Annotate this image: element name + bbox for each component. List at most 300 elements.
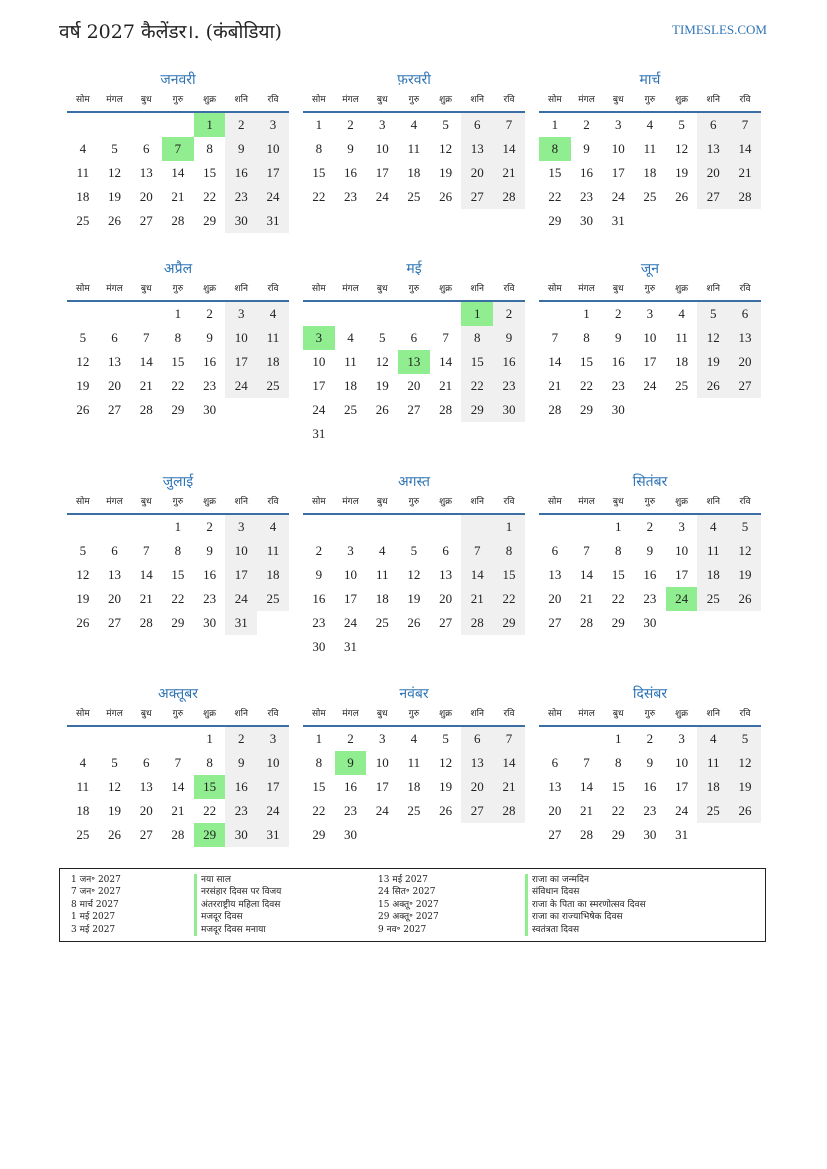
day-cell: 30	[312, 639, 326, 654]
week-row	[303, 302, 525, 326]
month-days	[539, 302, 761, 422]
month-calendar	[303, 684, 525, 847]
day-cell: 24	[675, 803, 689, 818]
day-cell: 2	[646, 731, 654, 746]
weekday-label: रवि	[739, 709, 751, 719]
weekday-label: शनि	[706, 497, 720, 507]
day-cell: 30	[493, 398, 525, 422]
empty-day-cell	[303, 302, 335, 326]
day-cell: 8	[206, 755, 213, 770]
weekday-label: रवि	[267, 95, 279, 105]
weekday-label: सोम	[311, 284, 326, 294]
weekday-label: बुध	[376, 284, 388, 294]
day-cell: 1	[315, 731, 323, 746]
day-cell: 20	[548, 591, 562, 606]
day-cell: 13	[398, 350, 430, 374]
month-name: अक्तूबर	[158, 686, 198, 702]
day-cell: 10	[225, 326, 257, 350]
day-cell: 5	[729, 515, 761, 539]
day-cell: 16	[344, 779, 358, 794]
day-cell: 27	[548, 615, 562, 630]
day-cell: 11	[76, 779, 90, 794]
weekday-label: शुक्र	[203, 95, 217, 105]
empty-day-cell	[257, 398, 289, 422]
empty-day-cell	[398, 823, 430, 847]
day-cell: 26	[76, 402, 90, 417]
weekday-label: शनि	[706, 709, 720, 719]
day-cell: 25	[697, 587, 729, 611]
day-cell: 28	[439, 402, 453, 417]
day-cell: 15	[171, 354, 185, 369]
empty-day-cell	[634, 209, 666, 233]
weekday-label: रवि	[503, 95, 515, 105]
day-cell: 13	[139, 165, 153, 180]
empty-day-cell	[303, 515, 335, 539]
empty-day-cell	[493, 422, 525, 446]
day-cell: 25	[257, 374, 289, 398]
empty-day-cell	[729, 398, 761, 422]
weekday-label: शुक्र	[675, 284, 689, 294]
day-cell: 15	[611, 567, 625, 582]
day-cell: 14	[439, 354, 453, 369]
day-cell: 30	[203, 615, 217, 630]
day-cell: 20	[407, 378, 421, 393]
empty-day-cell	[67, 302, 99, 326]
weekday-label: शनि	[706, 95, 720, 105]
day-cell: 28	[171, 213, 185, 228]
weekday-label: रवि	[739, 95, 751, 105]
day-cell: 15	[194, 775, 226, 799]
day-cell: 16	[203, 567, 217, 582]
day-cell: 18	[643, 165, 657, 180]
day-cell: 22	[203, 803, 217, 818]
day-cell: 23	[344, 189, 358, 204]
day-cell: 4	[678, 306, 685, 321]
month-name: सितंबर	[632, 474, 668, 490]
holiday-date: 7 जन॰ 2027	[71, 887, 121, 898]
week-row	[303, 374, 525, 398]
day-cell: 16	[203, 354, 217, 369]
month-calendar	[539, 70, 761, 233]
day-cell: 9	[347, 141, 354, 156]
weekday-label: सोम	[311, 709, 326, 719]
day-cell: 9	[614, 330, 622, 345]
weekday-label: बुध	[612, 284, 624, 294]
day-cell: 3	[257, 727, 289, 751]
weekday-label: गुरु	[644, 95, 656, 105]
weekday-label: बुध	[140, 709, 152, 719]
day-cell: 29	[493, 611, 525, 635]
day-cell: 4	[697, 727, 729, 751]
weekday-label: रवि	[267, 709, 279, 719]
day-cell: 26	[675, 189, 689, 204]
weekday-label: शनि	[470, 284, 484, 294]
day-cell: 26	[439, 189, 453, 204]
day-cell: 24	[257, 185, 289, 209]
empty-day-cell	[539, 727, 571, 751]
holiday-name: मजदूर दिवस मनाया	[194, 924, 281, 936]
week-row	[67, 823, 289, 847]
day-cell: 27	[407, 402, 421, 417]
empty-day-cell	[99, 515, 131, 539]
day-cell: 31	[257, 823, 289, 847]
empty-day-cell	[67, 515, 99, 539]
day-cell: 23	[580, 189, 594, 204]
weekday-label: मंगल	[342, 284, 359, 294]
day-cell: 1	[194, 113, 226, 137]
day-cell: 16	[611, 354, 625, 369]
day-cell: 26	[375, 402, 389, 417]
day-cell: 5	[111, 755, 118, 770]
weekday-header	[303, 492, 525, 515]
holiday-name: राजा का जन्मदिन	[525, 874, 646, 886]
day-cell: 30	[611, 402, 625, 417]
day-cell: 27	[139, 213, 153, 228]
week-row	[67, 563, 289, 587]
month-days	[67, 113, 289, 233]
week-row	[303, 775, 525, 799]
day-cell: 30	[580, 213, 594, 228]
weekday-label: शनि	[470, 95, 484, 105]
day-cell: 29	[194, 823, 226, 847]
day-cell: 9	[206, 330, 213, 345]
day-cell: 24	[225, 374, 257, 398]
month-days	[67, 727, 289, 847]
week-row	[303, 587, 525, 611]
day-cell: 19	[729, 563, 761, 587]
day-cell: 3	[378, 117, 386, 132]
weekday-header	[303, 704, 525, 727]
day-cell: 17	[257, 775, 289, 799]
day-cell: 24	[312, 402, 326, 417]
empty-day-cell	[666, 209, 698, 233]
empty-day-cell	[493, 635, 525, 659]
day-cell: 13	[548, 779, 562, 794]
day-cell: 20	[139, 803, 153, 818]
day-cell: 23	[643, 803, 657, 818]
day-cell: 2	[315, 543, 323, 558]
day-cell: 22	[171, 591, 185, 606]
day-cell: 21	[439, 378, 453, 393]
week-row	[539, 113, 761, 137]
day-cell: 1	[493, 515, 525, 539]
weekday-label: गुरु	[172, 95, 184, 105]
day-cell: 6	[142, 755, 150, 770]
day-cell: 4	[257, 302, 289, 326]
day-cell: 21	[461, 587, 493, 611]
day-cell: 15	[461, 350, 493, 374]
weekday-label: मंगल	[106, 709, 123, 719]
weekday-label: मंगल	[342, 95, 359, 105]
day-cell: 29	[203, 213, 217, 228]
week-row	[303, 823, 525, 847]
empty-day-cell	[67, 727, 99, 751]
weekday-label: गुरु	[172, 709, 184, 719]
day-cell: 8	[174, 543, 182, 558]
day-cell: 31	[312, 426, 326, 441]
day-cell: 11	[257, 539, 289, 563]
day-cell: 23	[203, 378, 217, 393]
day-cell: 31	[344, 639, 358, 654]
month-name: जुलाई	[162, 474, 194, 490]
week-row	[539, 302, 761, 326]
day-cell: 20	[729, 350, 761, 374]
day-cell: 6	[697, 113, 729, 137]
empty-day-cell	[697, 823, 729, 847]
day-cell: 15	[548, 165, 562, 180]
day-cell: 6	[461, 727, 493, 751]
day-cell: 26	[729, 799, 761, 823]
weekday-label: सोम	[311, 497, 326, 507]
week-row	[67, 775, 289, 799]
month-name: मार्च	[639, 72, 661, 88]
day-cell: 4	[347, 330, 354, 345]
empty-day-cell	[729, 823, 761, 847]
week-row	[539, 350, 761, 374]
day-cell: 26	[108, 213, 122, 228]
day-cell: 26	[439, 803, 453, 818]
holiday-names-right	[525, 874, 646, 936]
day-cell: 22	[312, 189, 326, 204]
day-cell: 28	[493, 185, 525, 209]
day-cell: 3	[257, 113, 289, 137]
day-cell: 29	[611, 827, 625, 842]
day-cell: 8	[493, 539, 525, 563]
empty-day-cell	[461, 823, 493, 847]
month-days	[303, 515, 525, 659]
weekday-label: सोम	[311, 95, 326, 105]
day-cell: 27	[139, 827, 153, 842]
weekday-label: शनि	[234, 95, 248, 105]
weekday-label: बुध	[612, 497, 624, 507]
week-row	[67, 611, 289, 635]
day-cell: 18	[76, 803, 90, 818]
day-cell: 23	[493, 374, 525, 398]
day-cell: 18	[257, 563, 289, 587]
day-cell: 14	[171, 779, 185, 794]
day-cell: 29	[580, 402, 594, 417]
week-row	[539, 515, 761, 539]
weekday-label: शुक्र	[675, 95, 689, 105]
day-cell: 17	[344, 591, 358, 606]
day-cell: 5	[729, 727, 761, 751]
empty-day-cell	[366, 515, 398, 539]
weekday-label: शुक्र	[439, 284, 453, 294]
day-cell: 14	[461, 563, 493, 587]
weekday-label: मंगल	[342, 709, 359, 719]
day-cell: 22	[461, 374, 493, 398]
day-cell: 8	[461, 326, 493, 350]
day-cell: 9	[315, 567, 323, 582]
day-cell: 10	[257, 137, 289, 161]
week-row	[539, 137, 761, 161]
holiday-name: मजदूर दिवस	[194, 911, 281, 923]
day-cell: 5	[678, 117, 685, 132]
day-cell: 18	[697, 563, 729, 587]
day-cell: 10	[257, 751, 289, 775]
day-cell: 25	[344, 402, 358, 417]
day-cell: 20	[697, 161, 729, 185]
week-row	[67, 209, 289, 233]
day-cell: 1	[206, 731, 213, 746]
month-name: दिसंबर	[632, 686, 668, 702]
day-cell: 6	[410, 330, 418, 345]
day-cell: 9	[225, 751, 257, 775]
day-cell: 30	[225, 823, 257, 847]
weekday-label: बुध	[612, 95, 624, 105]
empty-day-cell	[130, 302, 162, 326]
day-cell: 4	[378, 543, 386, 558]
empty-day-cell	[461, 422, 493, 446]
day-cell: 16	[493, 350, 525, 374]
day-cell: 26	[76, 615, 90, 630]
day-cell: 16	[643, 779, 657, 794]
day-cell: 23	[312, 615, 326, 630]
day-cell: 19	[729, 775, 761, 799]
day-cell: 17	[643, 354, 657, 369]
holiday-name: राजा का राज्याभिषेक दिवस	[525, 911, 646, 923]
day-cell: 11	[697, 751, 729, 775]
day-cell: 5	[697, 302, 729, 326]
weekday-label: शुक्र	[439, 95, 453, 105]
day-cell: 5	[378, 330, 386, 345]
week-row	[67, 113, 289, 137]
day-cell: 14	[729, 137, 761, 161]
day-cell: 5	[79, 543, 87, 558]
empty-day-cell	[130, 515, 162, 539]
day-cell: 27	[108, 402, 122, 417]
day-cell: 31	[611, 213, 625, 228]
weekday-label: मंगल	[578, 284, 595, 294]
day-cell: 14	[493, 751, 525, 775]
day-cell: 7	[174, 755, 182, 770]
day-cell: 20	[548, 803, 562, 818]
empty-day-cell	[430, 635, 462, 659]
weekday-label: शुक्र	[675, 497, 689, 507]
day-cell: 8	[583, 330, 590, 345]
day-cell: 22	[611, 803, 625, 818]
week-row	[303, 727, 525, 751]
day-cell: 14	[139, 354, 153, 369]
day-cell: 10	[375, 141, 389, 156]
month-name: नवंबर	[399, 686, 429, 702]
empty-day-cell	[729, 611, 761, 635]
day-cell: 25	[76, 827, 90, 842]
day-cell: 12	[375, 354, 389, 369]
day-cell: 14	[139, 567, 153, 582]
empty-day-cell	[398, 635, 430, 659]
day-cell: 12	[108, 779, 122, 794]
day-cell: 9	[206, 543, 213, 558]
week-row	[303, 422, 525, 446]
day-cell: 26	[697, 374, 729, 398]
holiday-names-left	[194, 874, 281, 936]
month-name: मई	[406, 261, 422, 277]
week-row	[67, 374, 289, 398]
day-cell: 18	[407, 165, 421, 180]
day-cell: 25	[257, 587, 289, 611]
weekday-header	[539, 704, 761, 727]
day-cell: 27	[439, 615, 453, 630]
weekday-label: शुक्र	[203, 284, 217, 294]
day-cell: 29	[548, 213, 562, 228]
weekday-label: सोम	[75, 709, 90, 719]
empty-day-cell	[162, 727, 194, 751]
day-cell: 14	[580, 567, 594, 582]
day-cell: 17	[375, 779, 389, 794]
empty-day-cell	[697, 611, 729, 635]
day-cell: 1	[551, 117, 559, 132]
weekday-label: सोम	[75, 95, 90, 105]
holiday-date: 8 मार्च 2027	[71, 899, 119, 910]
day-cell: 14	[548, 354, 562, 369]
day-cell: 10	[225, 539, 257, 563]
holiday-date: 13 मई 2027	[378, 875, 428, 885]
weekday-label: बुध	[612, 709, 624, 719]
site-link[interactable]: TIMESLES.COM	[672, 22, 767, 37]
empty-day-cell	[99, 113, 131, 137]
day-cell: 22	[580, 378, 594, 393]
empty-day-cell	[571, 727, 603, 751]
day-cell: 16	[344, 165, 358, 180]
weekday-label: रवि	[503, 284, 515, 294]
week-row	[539, 823, 761, 847]
day-cell: 21	[171, 189, 185, 204]
weekday-label: बुध	[140, 95, 152, 105]
weekday-label: शनि	[234, 284, 248, 294]
week-row	[539, 539, 761, 563]
day-cell: 8	[315, 141, 323, 156]
holidays-list	[59, 868, 766, 942]
day-cell: 7	[583, 755, 590, 770]
day-cell: 29	[461, 398, 493, 422]
holiday-name: नया साल	[194, 874, 281, 886]
day-cell: 5	[442, 117, 449, 132]
day-cell: 12	[729, 539, 761, 563]
empty-day-cell	[99, 727, 131, 751]
day-cell: 25	[697, 799, 729, 823]
day-cell: 28	[139, 615, 153, 630]
day-cell: 29	[171, 615, 185, 630]
week-row	[303, 751, 525, 775]
day-cell: 22	[611, 591, 625, 606]
day-cell: 18	[76, 189, 90, 204]
day-cell: 21	[548, 378, 562, 393]
empty-day-cell	[539, 302, 571, 326]
day-cell: 9	[335, 751, 367, 775]
empty-day-cell	[257, 611, 289, 635]
day-cell: 7	[461, 539, 493, 563]
day-cell: 27	[461, 185, 493, 209]
empty-day-cell	[398, 422, 430, 446]
day-cell: 4	[79, 755, 87, 770]
day-cell: 11	[257, 326, 289, 350]
day-cell: 7	[162, 137, 194, 161]
day-cell: 2	[347, 731, 354, 746]
week-row	[303, 113, 525, 137]
day-cell: 7	[729, 113, 761, 137]
month-calendar	[303, 70, 525, 209]
week-row	[67, 799, 289, 823]
holiday-name: अंतरराष्ट्रीय महिला दिवस	[194, 899, 281, 911]
day-cell: 1	[614, 519, 622, 534]
day-cell: 13	[729, 326, 761, 350]
day-cell: 17	[611, 165, 625, 180]
holiday-name: राजा के पिता का स्मरणोत्सव दिवस	[525, 899, 646, 911]
day-cell: 28	[580, 615, 594, 630]
day-cell: 16	[312, 591, 326, 606]
month-calendar	[539, 684, 761, 847]
